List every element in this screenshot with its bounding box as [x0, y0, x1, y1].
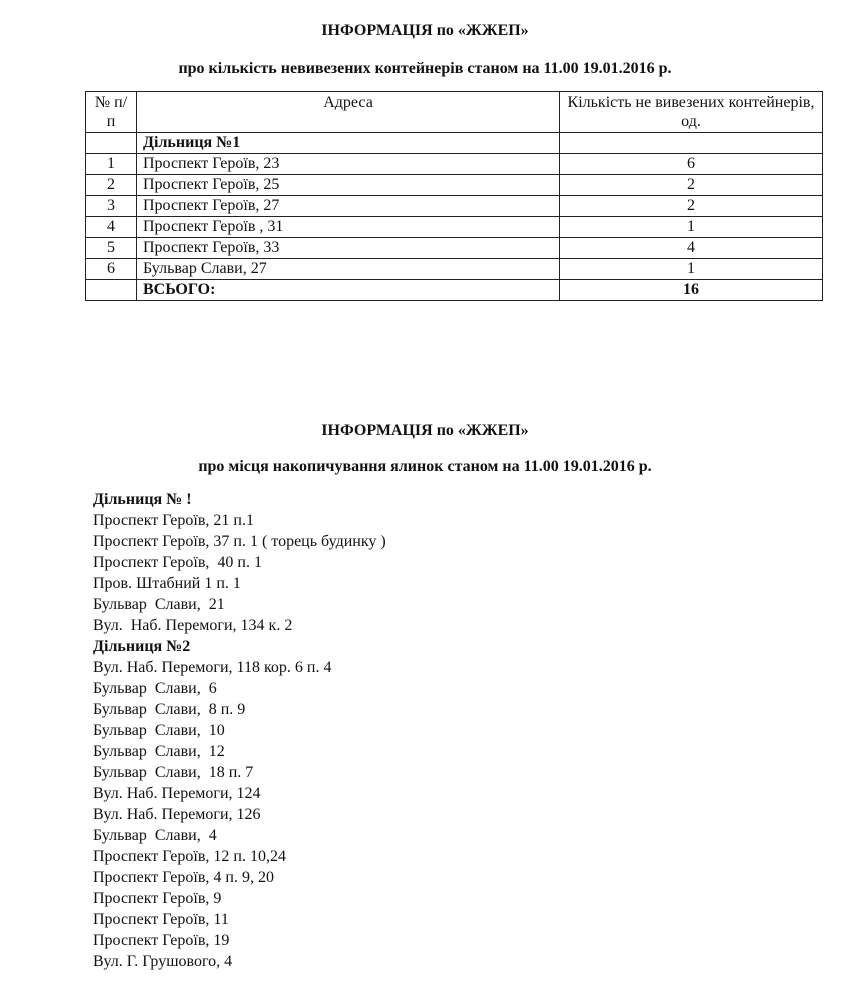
row-num: 6 — [86, 259, 137, 280]
list-item: Бульвар Слави, 12 — [93, 743, 225, 760]
list-item: Бульвар Слави, 10 — [93, 722, 225, 739]
table-header-row — [86, 92, 823, 133]
list-item: Вул. Наб. Перемоги, 134 к. 2 — [93, 617, 293, 634]
list-item: Бульвар Слави, 4 — [93, 827, 217, 844]
row-address: Проспект Героїв , 31 — [137, 217, 560, 238]
list-item: Бульвар Слави, 21 — [93, 596, 225, 613]
list-item: Вул. Наб. Перемоги, 118 кор. 6 п. 4 — [93, 659, 332, 676]
section-num-cell — [86, 133, 137, 154]
list-item: Проспект Героїв, 40 п. 1 — [93, 554, 262, 571]
row-num: 3 — [86, 196, 137, 217]
section-heading: Дільниця № ! — [93, 491, 192, 508]
row-count: 1 — [560, 217, 823, 238]
row-address: Проспект Героїв, 27 — [137, 196, 560, 217]
section-heading: Дільниця №2 — [93, 638, 191, 655]
total-value: 16 — [560, 280, 823, 301]
table-row — [86, 217, 823, 238]
doc1-subtitle: про кількість невивезених контейнерів станом на 11.00 19.01.2016 р. — [178, 60, 672, 77]
total-num-cell — [86, 280, 137, 301]
list-item: Вул. Наб. Перемоги, 126 — [93, 806, 261, 823]
tree-locations-list — [93, 489, 386, 972]
header-num: № п/п — [86, 92, 137, 133]
table-row — [86, 259, 823, 280]
table-row — [86, 238, 823, 259]
total-row — [86, 280, 823, 301]
row-count: 1 — [560, 259, 823, 280]
list-item: Бульвар Слави, 8 п. 9 — [93, 701, 246, 718]
section-row — [86, 133, 823, 154]
list-item: Пров. Штабний 1 п. 1 — [93, 575, 241, 592]
doc2-title: ІНФОРМАЦІЯ по «ЖЖЕП» — [321, 422, 529, 439]
section-name: Дільниця №1 — [137, 133, 560, 154]
list-item: Проспект Героїв, 21 п.1 — [93, 512, 254, 529]
row-count: 2 — [560, 175, 823, 196]
list-item: Бульвар Слави, 18 п. 7 — [93, 764, 254, 781]
row-num: 5 — [86, 238, 137, 259]
row-count: 6 — [560, 154, 823, 175]
table-row — [86, 196, 823, 217]
row-num: 2 — [86, 175, 137, 196]
list-item: Вул. Г. Грушового, 4 — [93, 953, 233, 970]
row-count: 4 — [560, 238, 823, 259]
row-num: 1 — [86, 154, 137, 175]
table-row — [86, 175, 823, 196]
list-item: Вул. Наб. Перемоги, 124 — [93, 785, 261, 802]
table-row — [86, 154, 823, 175]
row-address: Проспект Героїв, 33 — [137, 238, 560, 259]
list-item: Проспект Героїв, 12 п. 10,24 — [93, 848, 286, 865]
list-item: Проспект Героїв, 9 — [93, 890, 222, 907]
row-num: 4 — [86, 217, 137, 238]
total-label: ВСЬОГО: — [137, 280, 560, 301]
row-count: 2 — [560, 196, 823, 217]
containers-table — [85, 91, 823, 301]
section-count-cell — [560, 133, 823, 154]
list-item: Бульвар Слави, 6 — [93, 680, 217, 697]
row-address: Бульвар Слави, 27 — [137, 259, 560, 280]
row-address: Проспект Героїв, 25 — [137, 175, 560, 196]
list-item: Проспект Героїв, 37 п. 1 ( торець будинку ) — [93, 533, 386, 550]
header-count: Кількість не вивезених контейнерів, од. — [560, 92, 823, 133]
list-item: Проспект Героїв, 11 — [93, 911, 229, 928]
list-item: Проспект Героїв, 19 — [93, 932, 230, 949]
doc1-title: ІНФОРМАЦІЯ по «ЖЖЕП» — [321, 22, 529, 39]
header-address: Адреса — [137, 92, 560, 133]
list-item: Проспект Героїв, 4 п. 9, 20 — [93, 869, 274, 886]
doc2-subtitle: про місця накопичування ялинок станом на 11.00 19.01.2016 р. — [198, 458, 652, 475]
row-address: Проспект Героїв, 23 — [137, 154, 560, 175]
